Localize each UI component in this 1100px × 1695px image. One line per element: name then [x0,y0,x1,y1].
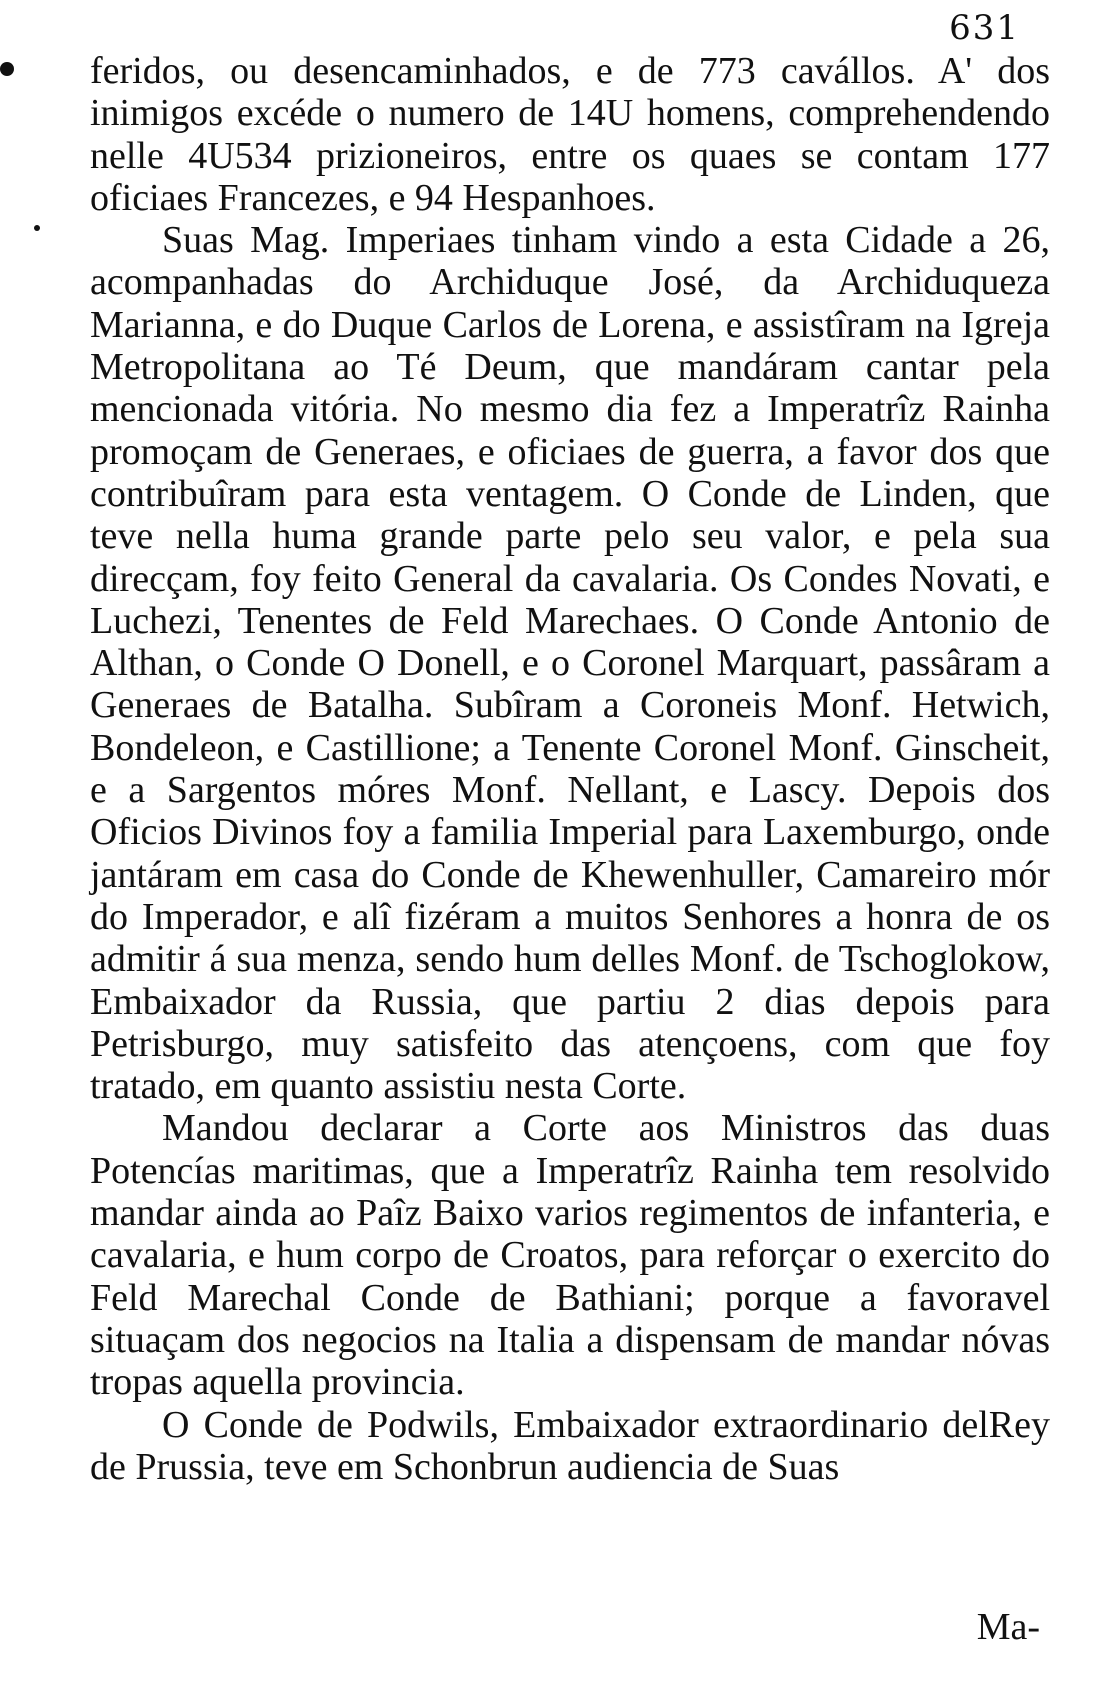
paragraph: O Conde de Podwils, Embaixador extraordinario delRey de Prussia, teve em Schonbrun audiencia de Suas [90,1403,1050,1488]
paragraph-continuation: feridos, ou desencaminhados, e de 773 cavállos. A' dos inimigos excéde o numero de 14U homens, comprehendendo nelle 4U534 prizioneiros, entre os quaes se contam 177 oficiaes Francezes, e 94 Hespanhoes. [90,50,1050,219]
body-text [90,50,1050,1488]
margin-dot [34,225,40,231]
margin-mark [0,62,14,76]
paragraph: Mandou declarar a Corte aos Ministros das duas Potencías maritimas, que a Imperatrîz Rainha tem resolvido mandar ainda ao Paîz Baixo varios regimentos de infanteria, e cavalaria, e hum corpo de Croatos, para reforçar o exercito do Feld Marechal Conde de Bathiani; porque a favoravel situaçam dos negocios na Italia a dispensam de mandar nóvas tropas aquella provincia. [90,1107,1050,1404]
catchword: Ma- [976,1606,1040,1648]
page-number: 631 [949,8,1020,48]
paragraph: Suas Mag. Imperiaes tinham vindo a esta Cidade a 26, acompanhadas do Archiduque José, da Archiduqueza Marianna, e do Duque Carlos de Lorena, e assistîram na Igreja Metropolitana ao Té Deum, que mandáram cantar pela mencionada vitória. No mesmo dia fez a Imperatrîz Rainha promoçam de Generaes, e oficiaes de guerra, a favor dos que contribuîram para esta ventagem. O Conde de Linden, que teve nella huma grande parte pelo seu valor, e pela sua direcçam, foy feito General da cavalaria. Os Condes Novati, e Luchezi, Tenentes de Feld Marechaes. O Conde Antonio de Althan, o Conde O Donell, e o Coronel Marquart, passâram a Generaes de Batalha. Subîram a Coroneis Monf. Hetwich, Bondeleon, e Castillione; a Tenente Coronel Monf. Ginscheit, e a Sargentos móres Monf. Nellant, e Lascy. Depois dos Oficios Divinos foy a familia Imperial para Laxemburgo, onde jantáram em casa do Conde de Khewenhuller, Camareiro mór do Imperador, e alî fizéram a muitos Senhores a honra de os admitir á sua menza, sendo hum delles Monf. de Tschoglokow, Embaixador da Russia, que partiu 2 dias depois para Petrisburgo, muy satisfeito das atençoens, com que foy tratado, em quanto assistiu nesta Corte. [90,219,1050,1108]
